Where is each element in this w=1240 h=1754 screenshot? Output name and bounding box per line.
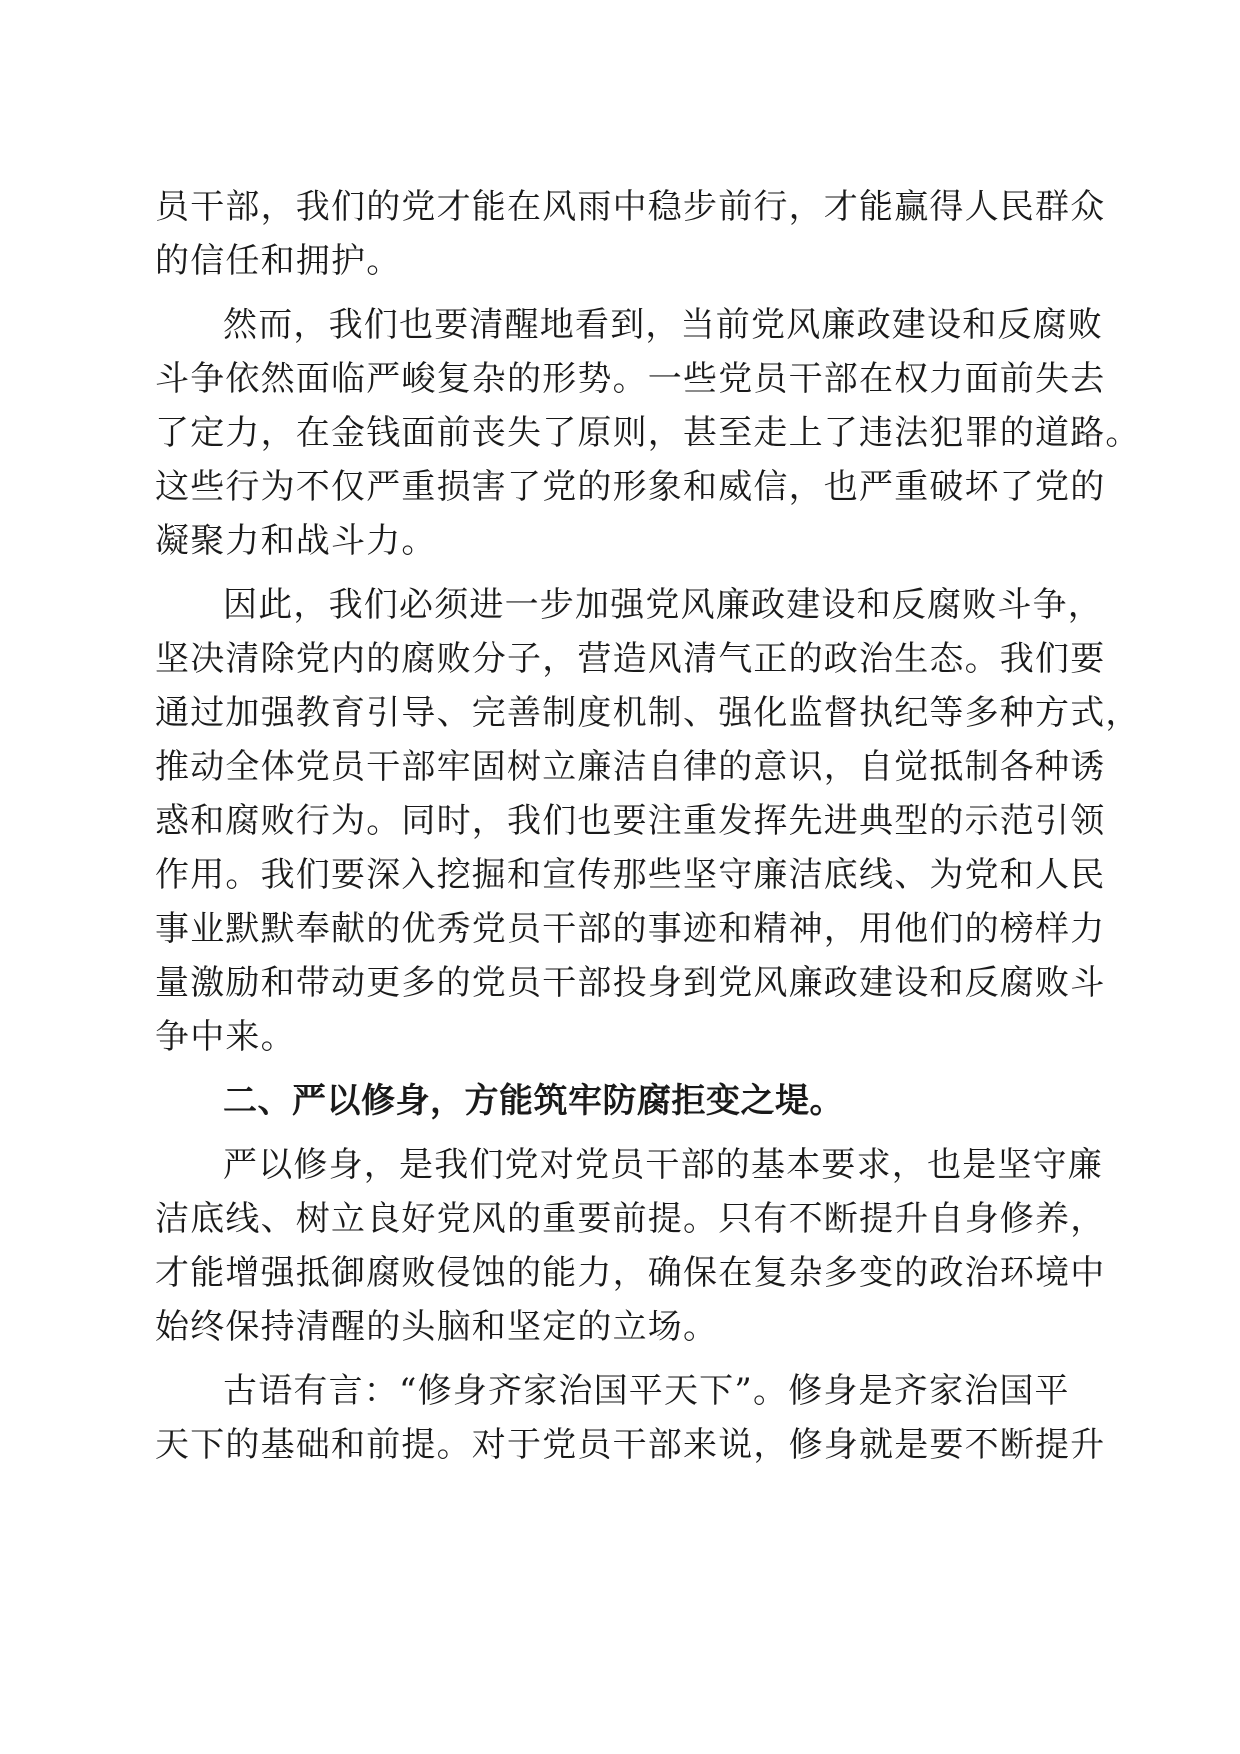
text-line: 凝聚力和战斗力。 [155, 521, 437, 561]
text-line: 了定力，在金钱面前丧失了原则，甚至走上了违法犯罪的道路。 [155, 413, 1141, 453]
text-line: 量激励和带动更多的党员干部投身到党风廉政建设和反腐败斗 [155, 963, 1106, 1003]
section-heading: 二、严以修身，方能筑牢防腐拒变之堤。 [223, 1081, 844, 1121]
text-line: 这些行为不仅严重损害了党的形象和威信，也严重破坏了党的 [155, 467, 1106, 507]
text-line: 洁底线、树立良好党风的重要前提。只有不断提升自身修养， [155, 1199, 1106, 1239]
text-line: 古语有言：“修身齐家治国平天下”。修身是齐家治国平 [223, 1371, 1070, 1411]
text-line: 严以修身，是我们党对党员干部的基本要求，也是坚守廉 [223, 1145, 1103, 1185]
text-line: 坚决清除党内的腐败分子，营造风清气正的政治生态。我们要 [155, 639, 1106, 679]
text-line: 因此，我们必须进一步加强党风廉政建设和反腐败斗争， [223, 585, 1103, 625]
text-line: 天下的基础和前提。对于党员干部来说，修身就是要不断提升 [155, 1425, 1106, 1465]
text-line: 然而，我们也要清醒地看到，当前党风廉政建设和反腐败 [223, 305, 1103, 345]
text-line: 作用。我们要深入挖掘和宣传那些坚守廉洁底线、为党和人民 [155, 855, 1106, 895]
text-line: 的信任和拥护。 [155, 241, 402, 281]
text-line: 斗争依然面临严峻复杂的形势。一些党员干部在权力面前失去 [155, 359, 1106, 399]
text-line: 事业默默奉献的优秀党员干部的事迹和精神，用他们的榜样力 [155, 909, 1106, 949]
text-line: 通过加强教育引导、完善制度机制、强化监督执纪等多种方式， [155, 693, 1141, 733]
text-line: 员干部，我们的党才能在风雨中稳步前行，才能赢得人民群众 [155, 187, 1106, 227]
text-line: 始终保持清醒的头脑和坚定的立场。 [155, 1307, 719, 1347]
text-line: 惑和腐败行为。同时，我们也要注重发挥先进典型的示范引领 [155, 801, 1106, 841]
text-line: 推动全体党员干部牢固树立廉洁自律的意识，自觉抵制各种诱 [155, 747, 1106, 787]
text-line: 才能增强抵御腐败侵蚀的能力，确保在复杂多变的政治环境中 [155, 1253, 1106, 1293]
text-line: 争中来。 [155, 1017, 296, 1057]
